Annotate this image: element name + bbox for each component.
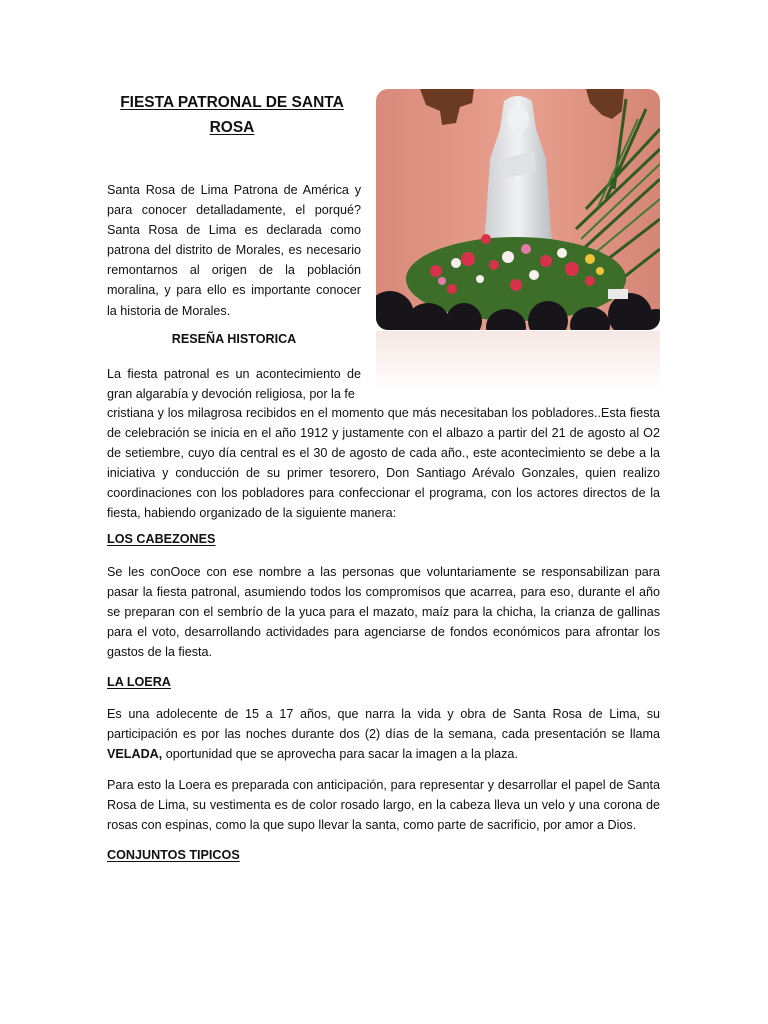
velada-bold-text: VELADA,: [107, 747, 163, 762]
cabezones-paragraph: Se les conOoce con ese nombre a las personas que voluntariamente se responsabilizan para pasar la fiesta patronal, asumiendo todos los compromisos que acarrea, para eso, durante el año se preparan con el sembrío de la yuca para el mazato, maíz para la chicha, la crianza de gallinas para el voto, desarrollando actividades para agenciarse de fondos económicos para afrontar los gastos de la fiesta.: [107, 565, 660, 660]
loera-heading: LA LOERA: [107, 675, 171, 689]
photo-reflection: [376, 331, 660, 403]
intro-paragraph: Santa Rosa de Lima Patrona de América y para conocer detalladamente, el porqué? Santa Rosa de Lima es declarada como patrona del distrito de Morales, es necesario remontarnos al origen de la población moralina, y para ello es importante conocer la historia de Morales.: [107, 183, 361, 318]
resena-paragraph-rest: cristiana y los milagrosa recibidos en el momento que más necesitaban los pobladores..Esta fiesta de celebración se inicia en el año 1912 y justamente con el albazo a partir del 21 de agosto al O2 de setiembre, cuyo día central es el 30 de agosto de cada año., este acontecimiento se debe a la iniciativa y conducción de su primer tesorero, Don Santiago Arévalo Gonzales, quien realizo coordinaciones con los pobladores para confeccionar el programa, con los actores directos de la fiesta, habiendo organizado de la siguiente manera:: [107, 406, 660, 521]
reflection-fade: [376, 331, 660, 403]
resena-paragraph-start: La fiesta patronal es un acontecimiento de gran algarabía y devoción religiosa, por la fe: [107, 367, 361, 402]
resena-heading: RESEÑA HISTORICA: [171, 332, 297, 346]
loera-text-before: Es una adolecente de 15 a 17 años, que narra la vida y obra de Santa Rosa de Lima, su participación es por las noches durante dos (2) días de la semana, cada presentación se llama: [107, 707, 660, 742]
loera-paragraph: [107, 704, 660, 764]
statue-photo-illustration: [376, 89, 660, 330]
loera-text-after: oportunidad que se aprovecha para sacar la imagen a la plaza.: [162, 747, 518, 762]
cabezones-heading: LOS CABEZONES: [107, 532, 216, 546]
conjuntos-heading: CONJUNTOS TIPICOS: [107, 848, 240, 862]
loera-paragraph-2: Para esto la Loera es preparada con anticipación, para representar y desarrollar el papel de Santa Rosa de Lima, su vestimenta es de color rosado largo, en la cabeza lleva un velo y una corona de rosas con espinas, como la que supo llevar la santa, como parte de sacrificio, por amor a Dios.: [107, 778, 660, 833]
document-title: FIESTA PATRONAL DE SANTA ROSA: [120, 94, 344, 136]
santa-rosa-statue-photo: [376, 89, 660, 330]
